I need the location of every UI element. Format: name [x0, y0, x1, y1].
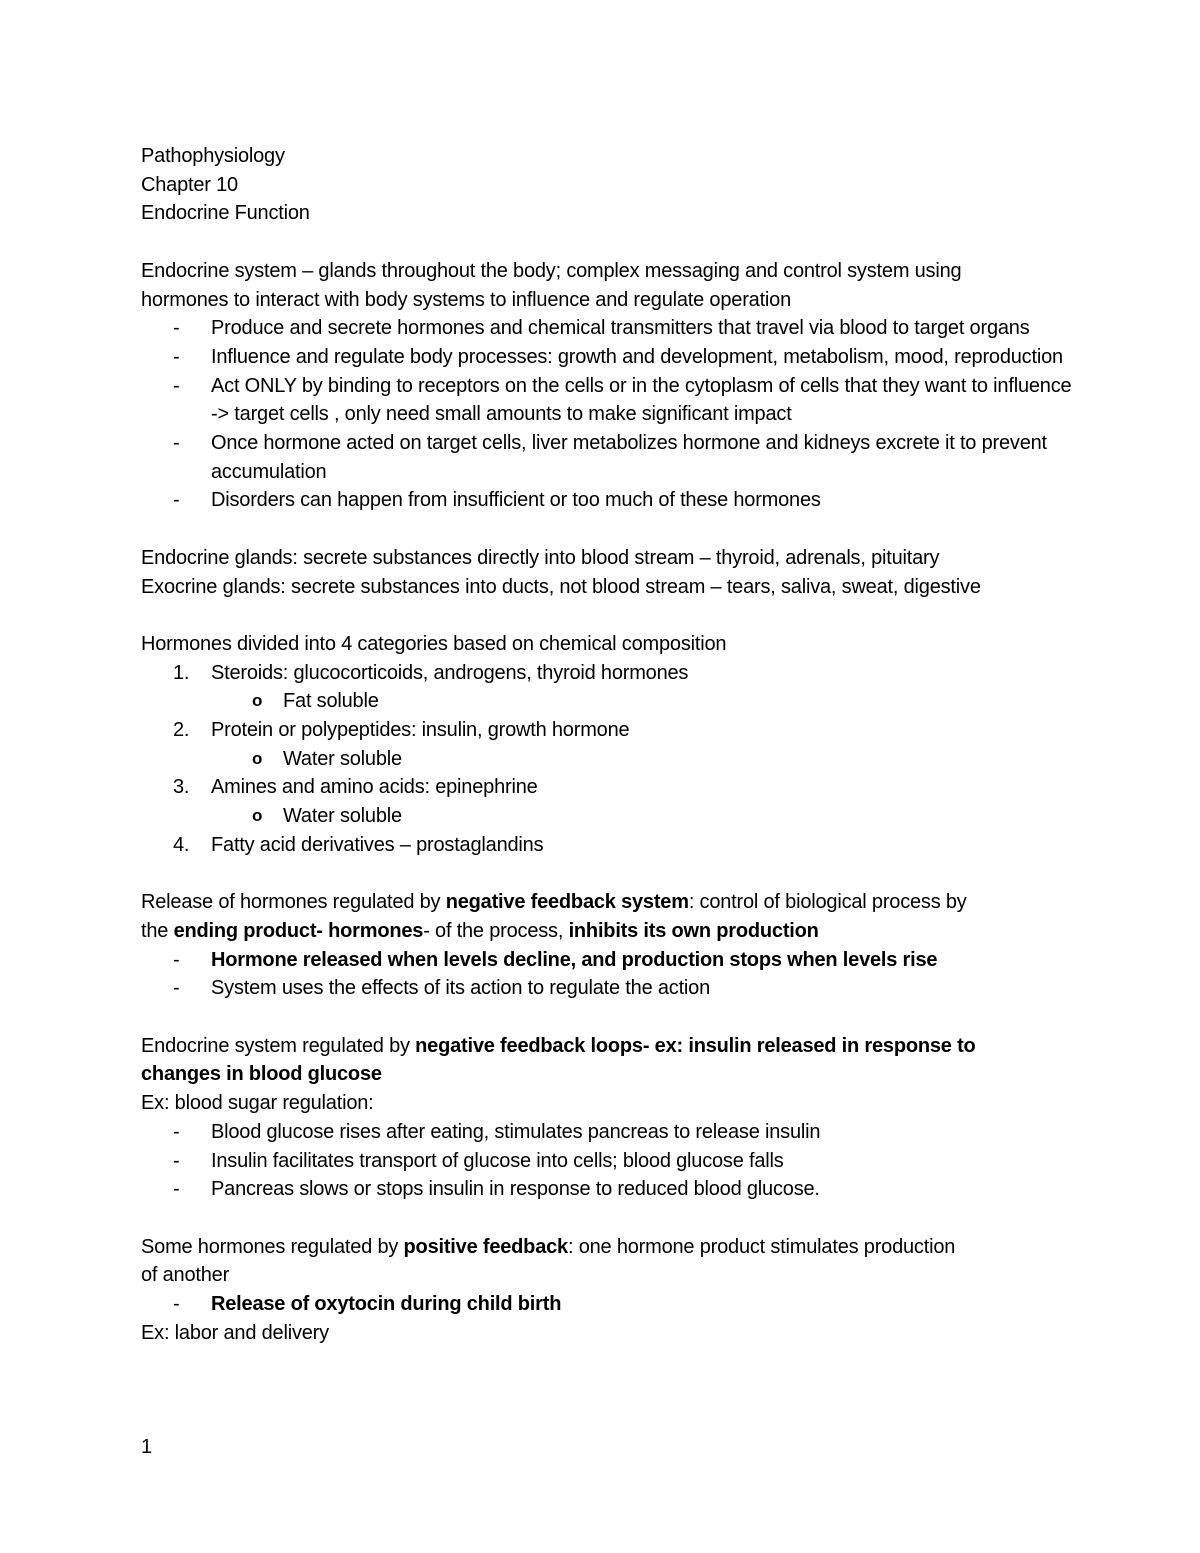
dash-marker: - [173, 317, 180, 340]
list-number: 4. [173, 833, 190, 856]
chapter-topic: Endocrine Function [141, 202, 310, 225]
dash-marker: - [173, 345, 180, 368]
positive-feedback-line1: Some hormones regulated by positive feedback: one hormone product stimulates production [141, 1235, 956, 1258]
dash-marker: - [173, 432, 180, 455]
list-number: 3. [173, 776, 190, 799]
list-item: - Hormone released when levels decline, and production stops when levels rise [141, 946, 1081, 975]
list-number: 1. [173, 661, 190, 684]
list-item: 1. Steroids: glucocorticoids, androgens, thyroid hormones [141, 659, 1081, 688]
endocrine-system-definition-line2: hormones to interact with body systems to influence and regulate operation [141, 288, 792, 311]
hormone-categories-intro: Hormones divided into 4 categories based on chemical composition [141, 632, 727, 655]
negative-feedback-loops-line1: Endocrine system regulated by negative feedback loops- ex: insulin released in response to [141, 1034, 976, 1057]
list-item: - Act ONLY by binding to receptors on the cells or in the cytoplasm of cells that they want to influence -> target cells , only need small amounts to make significant impact [141, 372, 1081, 429]
list-item: 2. Protein or polypeptides: insulin, growth hormone [141, 716, 1081, 745]
list-item: - Once hormone acted on target cells, liver metabolizes hormone and kidneys excrete it to prevent accumulation [141, 429, 1081, 486]
dash-marker: - [173, 1149, 180, 1172]
list-item: - System uses the effects of its action to regulate the action [141, 974, 1081, 1003]
circle-bullet-icon: o [252, 806, 263, 826]
list-item: - Produce and secrete hormones and chemical transmitters that travel via blood to target organs [141, 314, 1081, 343]
list-item: - Insulin facilitates transport of glucose into cells; blood glucose falls [141, 1147, 1081, 1176]
dash-marker: - [173, 489, 180, 512]
exocrine-glands-definition: Exocrine glands: secrete substances into ducts, not blood stream – tears, saliva, sweat, digestive [141, 575, 981, 598]
list-item: - Blood glucose rises after eating, stimulates pancreas to release insulin [141, 1118, 1081, 1147]
blood-sugar-example: Ex: blood sugar regulation: [141, 1092, 374, 1115]
endocrine-glands-definition: Endocrine glands: secrete substances directly into blood stream – thyroid, adrenals, pituitary [141, 546, 940, 569]
dash-marker: - [173, 1120, 180, 1143]
list-item: - Release of oxytocin during child birth [141, 1290, 1081, 1319]
list-item: - Pancreas slows or stops insulin in response to reduced blood glucose. [141, 1175, 1081, 1204]
chapter-number: Chapter 10 [141, 173, 238, 196]
negative-feedback-system-line1: Release of hormones regulated by negative feedback system: control of biological process by [141, 891, 967, 914]
sub-list-item: o Water soluble [141, 745, 1081, 774]
list-number: 2. [173, 719, 190, 742]
dash-marker: - [173, 1293, 180, 1316]
sub-list-item: o Fat soluble [141, 687, 1081, 716]
list-item: 3. Amines and amino acids: epinephrine [141, 773, 1081, 802]
labor-delivery-example: Ex: labor and delivery [141, 1321, 329, 1344]
dash-marker: - [173, 948, 180, 971]
course-title: Pathophysiology [141, 145, 285, 167]
page-number: 1 [141, 1436, 152, 1458]
list-item: 4. Fatty acid derivatives – prostaglandins [141, 831, 1081, 860]
circle-bullet-icon: o [252, 748, 263, 768]
dash-marker: - [173, 977, 180, 1000]
negative-feedback-loops-line2: changes in blood glucose [141, 1063, 382, 1086]
dash-marker: - [173, 374, 180, 397]
document-body [141, 142, 1081, 1347]
list-item: - Influence and regulate body processes: growth and development, metabolism, mood, reproduction [141, 343, 1081, 372]
list-item: - Disorders can happen from insufficient or too much of these hormones [141, 486, 1081, 515]
negative-feedback-system-line2: the ending product- hormones- of the process, inhibits its own production [141, 919, 819, 942]
dash-marker: - [173, 1178, 180, 1201]
circle-bullet-icon: o [252, 691, 263, 711]
positive-feedback-line2: of another [141, 1264, 230, 1287]
sub-list-item: o Water soluble [141, 802, 1081, 831]
endocrine-system-definition-line1: Endocrine system – glands throughout the body; complex messaging and control system using [141, 259, 962, 282]
